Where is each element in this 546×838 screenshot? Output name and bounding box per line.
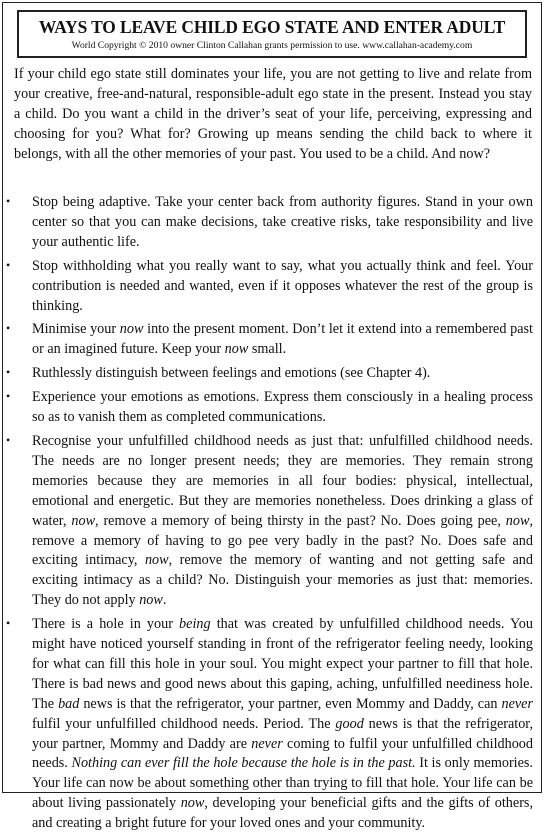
item-text: , developing your beneficial gifts and the gifts of others, and creating a bright future for your loved ones and your community. bbox=[32, 795, 533, 832]
item-text: Stop withholding what you really want to say, what you actually think and feel. Your contribution is needed and wanted, even if it opposes whatever the rest of the group is thinking. bbox=[32, 257, 533, 314]
emphasis-text: now bbox=[144, 552, 169, 569]
item-text: into the present moment. Don’t let it extend into a remembered past or an imagined future. Keep your bbox=[32, 321, 533, 358]
emphasis-text: now bbox=[139, 592, 163, 609]
title-box bbox=[17, 10, 527, 58]
list-item bbox=[6, 364, 533, 384]
emphasis-text: never bbox=[251, 735, 283, 752]
bullet-mark: • bbox=[6, 321, 11, 336]
bullet-mark: • bbox=[6, 194, 11, 208]
copyright-notice: World Copyright © 2010 owner Clinton Callahan grants permission to use. www.callahan-academy.com bbox=[71, 40, 473, 51]
item-text: news is that the refrigerator, your partner, even Mommy and Daddy, can bbox=[79, 695, 502, 712]
item-text: , remove the memory of wanting and not getting safe and exciting intimacy as a child? No. Distinguish your memories as just that: memories. They do not apply bbox=[32, 552, 533, 609]
item-text: news is that the refrigerator, your partner, Mommy and Daddy are bbox=[32, 715, 533, 752]
bullet-mark: • bbox=[6, 432, 11, 447]
item-text: , remove a memory of having to go pee very badly in the past? No. Does safe and exciting intimacy, bbox=[32, 512, 533, 569]
item-text: fulfil your unfulfilled childhood needs. Period. The bbox=[32, 715, 336, 732]
intro-paragraph: If your child ego state still dominates your life, you are not getting to live and relate from your creative, free-and-natural, responsible-adult ego state in the present. Instead you stay a child. Do you want a child in the driver’s seat of your life, perceiving, expressing and choosing for you? What for? Growing up means sending the child back to where it belongs, with all the other memories of your past. You used to be a child. And now? bbox=[14, 66, 532, 162]
list-item bbox=[6, 257, 533, 317]
list-item bbox=[6, 320, 533, 360]
list-item bbox=[6, 615, 533, 834]
bullet-mark: • bbox=[6, 257, 11, 272]
item-text: Recognise your unfulfilled childhood needs as just that: unfulfilled childhood needs. The needs are no longer present needs; they are memories. They remain strong memories because they are memories in all four bodies: physical, intellectual, emotional and energetic. But they are memories nonetheless. Does drinking a glass of water, bbox=[32, 432, 533, 529]
item-text: Ruthlessly distinguish between feelings and emotions (see Chapter 4). bbox=[32, 365, 431, 382]
list-item bbox=[6, 193, 533, 253]
emphasis-text: Nothing can ever fill the hole because the hole is in the past. bbox=[71, 755, 416, 772]
page-title: WAYS TO LEAVE CHILD EGO STATE AND ENTER ADULT bbox=[38, 17, 506, 37]
item-text: small. bbox=[248, 341, 287, 358]
emphasis-text: being bbox=[179, 616, 211, 633]
item-text: . bbox=[162, 592, 167, 609]
emphasis-text: now bbox=[224, 341, 249, 358]
emphasis-text: good bbox=[335, 715, 364, 732]
emphasis-text: now bbox=[119, 321, 144, 338]
emphasis-text: now bbox=[505, 512, 530, 529]
emphasis-text: never bbox=[501, 695, 533, 712]
emphasis-text: now bbox=[180, 795, 205, 812]
item-text: There is a hole in your bbox=[32, 616, 180, 633]
item-text: Stop being adaptive. Take your center back from authority figures. Stand in your own center so that you can make decisions, take creative risks, take responsibility and live your authentic life. bbox=[32, 194, 533, 250]
item-text: coming to fulfil your unfulfilled childhood needs. bbox=[32, 735, 533, 772]
item-text: Minimise your bbox=[32, 321, 120, 338]
bullet-list bbox=[6, 193, 533, 838]
list-item bbox=[6, 388, 533, 428]
bullet-mark: • bbox=[6, 365, 11, 380]
item-text: , remove a memory of being thirsty in the past? No. Does going pee, bbox=[95, 512, 506, 529]
item-text: Experience your emotions as emotions. Express them consciously in a healing process so as to vanish them as completed communications. bbox=[32, 389, 533, 426]
emphasis-text: now bbox=[71, 512, 96, 529]
item-text: It is only memories. Your life can now be about something other than trying to fill that hole. Your life can be about living passionately bbox=[32, 755, 533, 812]
bullet-mark: • bbox=[6, 616, 11, 631]
bullet-mark: • bbox=[6, 389, 11, 404]
emphasis-text: bad bbox=[58, 695, 80, 712]
item-text: that was created by unfulfilled childhood needs. You might have noticed yourself standing in front of the refrigerator feeling needy, looking for what can fill this hole in your soul. You might expect your partner to fill that hole. There is bad news and good news about this gaping, aching, unfulfilled neediness hole. The bbox=[32, 616, 533, 712]
list-item bbox=[6, 432, 533, 611]
